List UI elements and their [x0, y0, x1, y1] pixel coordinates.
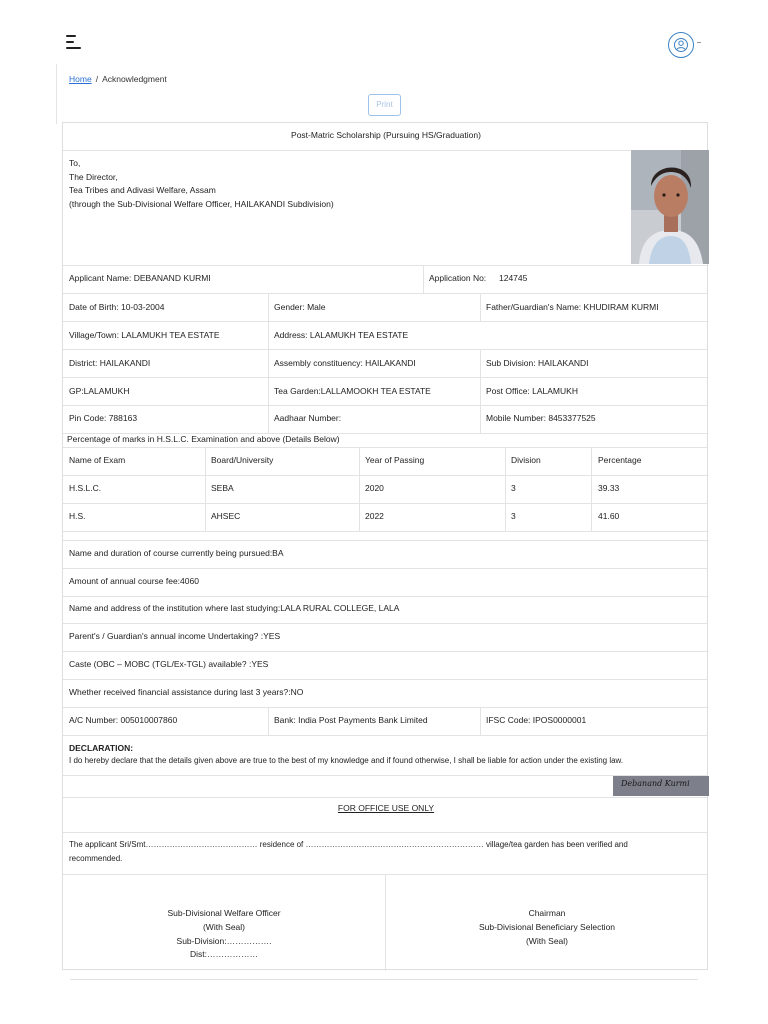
subdivision-field: Sub Division: HAILAKANDI	[486, 358, 589, 368]
chevron-down-icon[interactable]	[697, 42, 701, 44]
divider	[480, 293, 481, 321]
marks-header-board: Board/University	[211, 455, 274, 465]
divider	[63, 293, 707, 294]
pin-code-field: Pin Code: 788163	[69, 413, 138, 423]
address-field: Address: LALAMUKH TEA ESTATE	[274, 330, 409, 340]
breadcrumb-separator: /	[95, 74, 99, 84]
table-cell: 41.60	[598, 511, 620, 521]
divider	[63, 679, 707, 680]
table-cell: 3	[511, 511, 516, 521]
declaration-title: DECLARATION:	[69, 743, 134, 753]
menu-icon[interactable]	[66, 34, 82, 50]
divider	[63, 475, 707, 476]
table-cell: AHSEC	[211, 511, 241, 521]
divider	[591, 447, 592, 531]
divider	[70, 979, 698, 980]
village-field: Village/Town: LALAMUKH TEA ESTATE	[69, 330, 220, 340]
father-name-field: Father/Guardian's Name: KHUDIRAM KURMI	[486, 302, 659, 312]
marks-header-division: Division	[511, 455, 541, 465]
divider	[63, 832, 707, 833]
marks-caption: Percentage of marks in H.S.L.C. Examination and above (Details Below)	[67, 434, 340, 444]
verification-line-1: The applicant Sri/Smt…………………………………… residence of ……………………………….………………………… village/tea garden has been verified and	[69, 840, 628, 849]
breadcrumb-home-link[interactable]: Home	[69, 74, 92, 84]
divider	[505, 447, 506, 531]
divider	[63, 623, 707, 624]
divider	[63, 150, 707, 151]
divider	[63, 707, 707, 708]
welfare-officer-title: Sub-Divisional Welfare Officer	[167, 908, 281, 918]
marks-header-exam: Name of Exam	[69, 455, 126, 465]
bank-name-field: Bank: India Post Payments Bank Limited	[274, 715, 428, 725]
applicant-name: Applicant Name: DEBANAND KURMI	[69, 273, 211, 283]
divider	[56, 64, 57, 124]
verification-line-2: recommended.	[69, 854, 123, 863]
divider	[63, 531, 707, 532]
post-office-field: Post Office: LALAMUKH	[486, 386, 578, 396]
address-line-1: The Director,	[69, 172, 118, 182]
user-circle-icon[interactable]	[668, 32, 694, 58]
divider	[268, 293, 269, 433]
caste-field: Caste (OBC – MOBC (TGL/Ex-TGL) available? :YES	[69, 659, 269, 669]
gp-field: GP:LALAMUKH	[69, 386, 130, 396]
divider	[63, 775, 707, 776]
address-line-2: Tea Tribes and Adivasi Welfare, Assam	[69, 185, 216, 195]
assembly-field: Assembly constituency: HAILAKANDI	[274, 358, 416, 368]
assistance-field: Whether received financial assistance during last 3 years?:NO	[69, 687, 304, 697]
applicant-photo	[631, 150, 709, 264]
address-line-3: (through the Sub-Divisional Welfare Officer, HAILAKANDI Subdivision)	[69, 199, 334, 209]
table-cell: 2022	[365, 511, 384, 521]
divider	[480, 707, 481, 735]
divider	[205, 447, 206, 531]
divider	[63, 596, 707, 597]
divider	[63, 651, 707, 652]
table-cell: H.S.	[69, 511, 86, 521]
breadcrumb	[69, 74, 167, 84]
divider	[63, 349, 707, 350]
print-button[interactable]: Print	[368, 94, 401, 116]
table-cell: 2020	[365, 483, 384, 493]
chairman-seal: (With Seal)	[525, 936, 569, 946]
acknowledgment-form	[62, 122, 708, 970]
welfare-officer-district: Dist:………………	[190, 949, 258, 959]
divider	[480, 349, 481, 433]
table-cell: 3	[511, 483, 516, 493]
district-field: District: HAILAKANDI	[69, 358, 151, 368]
ifsc-field: IFSC Code: IPOS0000001	[486, 715, 587, 725]
applicant-signature: Debanand Kurmi	[613, 776, 709, 796]
divider	[423, 265, 424, 293]
divider	[63, 735, 707, 736]
divider	[63, 265, 707, 266]
chairman-committee: Sub-Divisional Beneficiary Selection	[478, 922, 616, 932]
divider	[63, 503, 707, 504]
marks-header-percentage: Percentage	[598, 455, 642, 465]
breadcrumb-current: Acknowledgment	[102, 74, 167, 84]
address-to: To,	[69, 158, 81, 168]
table-cell: SEBA	[211, 483, 234, 493]
divider	[63, 540, 707, 541]
divider	[268, 707, 269, 735]
divider	[63, 377, 707, 378]
dob-field: Date of Birth: 10-03-2004	[69, 302, 165, 312]
top-bar	[0, 0, 768, 60]
divider	[63, 447, 707, 448]
course-field: Name and duration of course currently being pursued:BA	[69, 548, 284, 558]
divider	[359, 447, 360, 531]
aadhaar-field: Aadhaar Number:	[274, 413, 342, 423]
application-no-label: Application No:	[429, 273, 487, 283]
divider	[63, 321, 707, 322]
welfare-officer-seal: (With Seal)	[202, 922, 246, 932]
application-no-value: 124745	[499, 273, 528, 283]
office-use-heading: FOR OFFICE USE ONLY	[337, 803, 435, 813]
fee-field: Amount of annual course fee:4060	[69, 576, 199, 586]
table-cell: 39.33	[598, 483, 620, 493]
account-number-field: A/C Number: 005010007860	[69, 715, 178, 725]
table-cell: H.S.L.C.	[69, 483, 102, 493]
divider	[63, 405, 707, 406]
tea-garden-field: Tea Garden:LALLAMOOKH TEA ESTATE	[274, 386, 431, 396]
income-field: Parent's / Guardian's annual income Undertaking? :YES	[69, 631, 281, 641]
welfare-officer-subdivision: Sub-Division:…………….	[176, 936, 272, 946]
form-title: Post-Matric Scholarship (Pursuing HS/Graduation)	[291, 130, 481, 140]
mobile-field: Mobile Number: 8453377525	[486, 413, 596, 423]
marks-header-year: Year of Passing	[365, 455, 425, 465]
gender-field: Gender: Male	[274, 302, 326, 312]
declaration-text: I do hereby declare that the details given above are true to the best of my knowledge and if found otherwise, I shall be liable for action under the existing law.	[69, 756, 624, 765]
institution-field: Name and address of the institution where last studying:LALA RURAL COLLEGE, LALA	[69, 603, 400, 613]
divider	[63, 797, 707, 798]
divider	[63, 568, 707, 569]
chairman-title: Chairman	[528, 908, 566, 918]
